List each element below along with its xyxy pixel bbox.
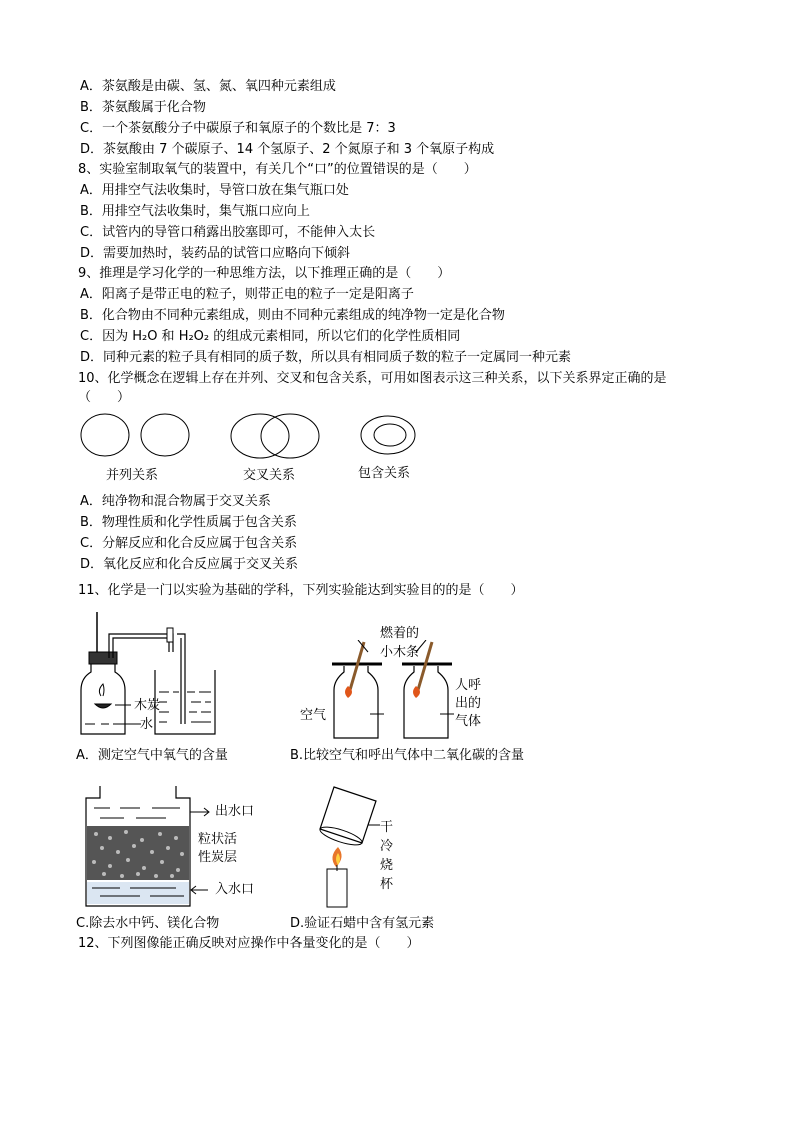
q12-stem: 12、下列图像能正确反映对应操作中各量变化的是（ ） bbox=[78, 936, 420, 951]
q10-option-a: A．纯净物和混合物属于交叉关系 bbox=[80, 494, 271, 509]
label-dry-4: 杯 bbox=[380, 877, 394, 892]
parallel-circle-left bbox=[81, 414, 129, 456]
q9-option-c: C．因为 H₂O 和 H₂O₂ 的组成元素相同，所以它们的化学性质相同 bbox=[80, 329, 461, 344]
q8-option-d: D．需要加热时，装药品的试管口应略向下倾斜 bbox=[80, 246, 351, 261]
label-exhaled-1: 人呼 bbox=[455, 678, 482, 693]
q10-stem-line2: （ ） bbox=[78, 390, 131, 405]
label-splint: 小木条 bbox=[380, 645, 420, 660]
contain-circle-inner bbox=[374, 424, 406, 446]
label-parallel: 并列关系 bbox=[106, 468, 159, 483]
q7-option-c: C．一个茶氨酸分子中碳原子和氧原子的个数比是 7：3 bbox=[80, 121, 396, 136]
label-dry-1: 干 bbox=[380, 820, 394, 835]
q9-stem: 9、推理是学习化学的一种思维方法，以下推理正确的是（ ） bbox=[78, 266, 451, 281]
q7-option-b: B．茶氨酸属于化合物 bbox=[80, 100, 206, 115]
contain-circle-outer bbox=[361, 416, 415, 454]
q10-stem-line1: 10、化学概念在逻辑上存在并列、交叉和包含关系，可用如图表示这三种关系，以下关系界定正确的是 bbox=[78, 371, 667, 386]
caption-d: D.验证石蜡中含有氢元素 bbox=[290, 916, 435, 931]
q8-stem: 8、实验室制取氧气的装置中，有关几个“口”的位置错误的是（ ） bbox=[78, 162, 477, 177]
q11-stem: 11、化学是一门以实验为基础的学科，下列实验能达到实验目的的是（ ） bbox=[78, 583, 524, 598]
q10-option-c: C．分解反应和化合反应属于包含关系 bbox=[80, 536, 298, 551]
cross-circle-left bbox=[231, 414, 289, 458]
q9-option-d: D．同种元素的粒子具有相同的质子数，所以具有相同质子数的粒子一定属同一种元素 bbox=[80, 350, 572, 365]
caption-b: B.比较空气和呼出气体中二氧化碳的含量 bbox=[290, 748, 525, 763]
figure-d-candle bbox=[310, 785, 390, 910]
caption-c: C.除去水中钙、镁化合物 bbox=[76, 916, 220, 931]
label-charcoal: 木炭 bbox=[134, 698, 161, 713]
q7-option-a: A．茶氨酸是由碳、氢、氮、氧四种元素组成 bbox=[80, 79, 336, 94]
label-water-outlet: 出水口 bbox=[215, 804, 255, 819]
label-exhaled-3: 气体 bbox=[455, 714, 482, 729]
q8-option-c: C．试管内的导管口稍露出胶塞即可，不能伸入太长 bbox=[80, 225, 376, 240]
cross-circle-right bbox=[261, 414, 319, 458]
label-exhaled-2: 出的 bbox=[455, 696, 482, 711]
q9-option-b: B．化合物由不同种元素组成，则由不同种元素组成的纯净物一定是化合物 bbox=[80, 308, 505, 323]
caption-a: A．测定空气中氧气的含量 bbox=[76, 748, 228, 763]
q8-option-a: A．用排空气法收集时，导管口放在集气瓶口处 bbox=[80, 183, 349, 198]
q9-option-a: A．阳离子是带正电的粒子，则带正电的粒子一定是阳离子 bbox=[80, 287, 414, 302]
label-carbon-1: 粒状活 bbox=[198, 832, 238, 847]
q10-option-b: B．物理性质和化学性质属于包含关系 bbox=[80, 515, 297, 530]
label-water-inlet: 入水口 bbox=[215, 882, 255, 897]
label-dry-2: 冷 bbox=[380, 839, 394, 854]
label-water: 水 bbox=[140, 717, 154, 732]
label-contain: 包含关系 bbox=[358, 466, 411, 481]
label-dry-3: 烧 bbox=[380, 858, 394, 873]
label-air: 空气 bbox=[300, 708, 327, 723]
label-burning: 燃着的 bbox=[380, 626, 420, 641]
label-cross: 交叉关系 bbox=[243, 468, 296, 483]
label-carbon-2: 性炭层 bbox=[198, 850, 238, 865]
figure-c-filter bbox=[80, 786, 210, 910]
q7-option-d: D．茶氨酸由 7 个碳原子、14 个氢原子、2 个氮原子和 3 个氧原子构成 bbox=[80, 142, 495, 157]
q8-option-b: B．用排空气法收集时，集气瓶口应向上 bbox=[80, 204, 310, 219]
q10-option-d: D．氧化反应和化合反应属于交叉关系 bbox=[80, 557, 299, 572]
parallel-circle-right bbox=[141, 414, 189, 456]
